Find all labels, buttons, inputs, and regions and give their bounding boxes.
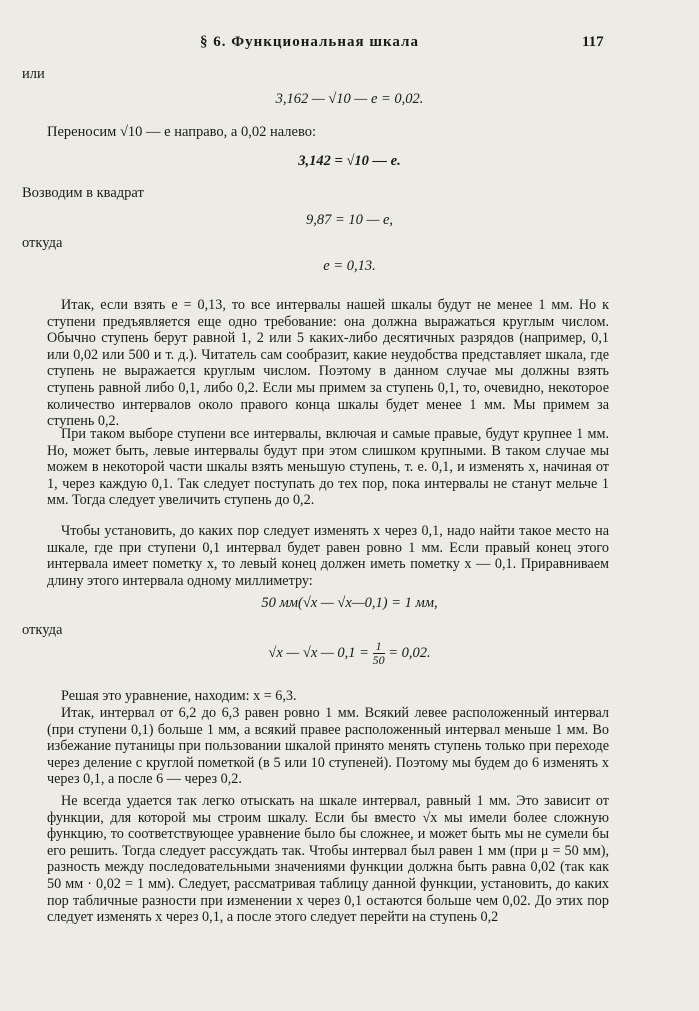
paragraph-5-text: Итак, интервал от 6,2 до 6,3 равен ровно 1 мм. Всякий левее расположенный интервал (при ступени 0,1) больше 1 мм, а всякий правее расположенный интервал меньше 1 мм. Во избежание путаницы при пользовании шкалой принято менять ступень только при переходе через деление с круглой пометкой (в 5 или 10 ступеней). Поэтому мы будем до 6 изменять x через 0,1, а после 6 — через 0,2.	[47, 705, 609, 788]
text-otkuda-2: откуда	[22, 622, 63, 638]
running-header	[0, 34, 699, 54]
equation-2: 3,142 = √10 — e.	[298, 153, 401, 169]
paragraph-2-text: При таком выборе ступени все интервалы, включая и самые правые, будут крупнее 1 мм. Но, может быть, левые интервалы будут при этом слишком крупными. В таком случае мы можем в некоторой части шкалы взять меньшую ступень, т. е. 0,1, и изменять x, начиная от 1, через каждую 0,1. Так следует поступать до тех пор, пока интервалы не станут мельче 1 мм. Тогда следует увеличить ступень до 0,2.	[47, 426, 609, 509]
equation-4: e = 0,13.	[323, 258, 376, 274]
paragraph-1	[47, 297, 609, 430]
equation-6	[0, 640, 699, 667]
fraction-denominator: 50	[372, 653, 385, 667]
equation-1: 3,162 — √10 — e = 0,02.	[275, 91, 424, 107]
equation-6-left: √x — √x — 0,1 =	[268, 644, 369, 661]
fraction-numerator: 1	[373, 640, 385, 654]
paragraph-3	[47, 523, 609, 589]
paragraph-1-text: Итак, если взять e = 0,13, то все интервалы нашей шкалы будут не менее 1 мм. Но к ступени предъявляется еще одно требование: она должна выражаться круглым числом. Обычно ступень берут равной 1, 2 или 5 каких-либо десятичных разрядов (например, 0,1 или 0,02 или 500 и т. д.). Читатель сам сообразит, какие неудобства представляет шкала, где ступень не выражается круглым числом. Поэтому в данном случае мы должны взять ступень равной либо 0,1, либо 0,2. Если мы примем за ступень 0,1, то, очевидно, некоторое количество интервалов около правого конца шкалы будет менее 1 мм. Мы примем за ступень 0,2.	[47, 297, 609, 430]
paragraph-6	[47, 793, 609, 926]
header-title: § 6. Функциональная шкала	[200, 34, 419, 50]
text-ili: или	[22, 66, 45, 82]
equation-3: 9,87 = 10 — e,	[305, 212, 394, 228]
text-square: Возводим в квадрат	[22, 185, 144, 201]
paragraph-6-text: Не всегда удается так легко отыскать на шкале интервал, равный 1 мм. Это зависит от функции, для которой мы строим шкалу. Если бы вместо √x мы имели более сложную функцию, то соответствующее уравнение было бы сложнее, и может быть мы не сумели бы его решить. Тогда следует рассуждать так. Чтобы интервал был равен 1 мм (при μ = 50 мм), разность между последовательными значениями функции должна быть равна 0,02 (так как 50 мм · 0,02 = 1 мм). Следует, рассматривая таблицу данной функции, установить, до каких пор табличные разности при изменении x через 0,1 остаются больше чем 0,02. До этих пор следует изменять x через 0,1, а после этого следует перейти на ступень 0,2	[47, 793, 609, 926]
equation-5: 50 мм(√x — √x—0,1) = 1 мм,	[261, 595, 438, 611]
equation-6-right: = 0,02.	[388, 644, 431, 661]
paragraph-5	[47, 705, 609, 788]
paragraph-2	[47, 426, 609, 509]
text-otkuda-1: откуда	[22, 235, 63, 251]
text-transfer: Переносим √10 — e направо, а 0,02 налево:	[47, 124, 317, 140]
paragraph-3-text: Чтобы установить, до каких пор следует изменять x через 0,1, надо найти такое место на шкале, где при ступени 0,1 интервал будет равен ровно 1 мм. Если правый конец этого интервала имеет пометку x, то левый конец должен иметь пометку x — 0,1. Приравниваем длину этого интервала одному миллиметру:	[47, 523, 609, 589]
paragraph-4	[47, 688, 609, 705]
page-number: 117	[582, 34, 604, 50]
equation-6-fraction	[373, 640, 385, 667]
paragraph-4-text: Решая это уравнение, находим: x = 6,3.	[61, 688, 297, 704]
